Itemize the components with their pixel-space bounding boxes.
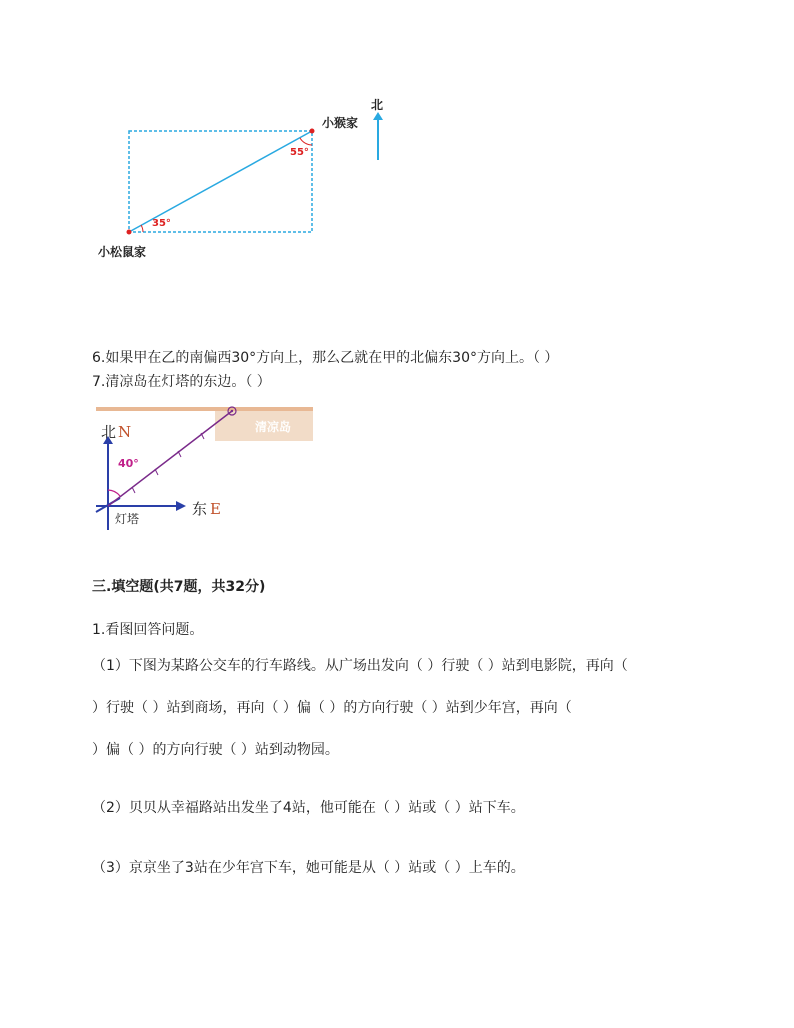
question-6: 6.如果甲在乙的南偏西30°方向上，那么乙就在甲的北偏东30°方向上。（ ）	[92, 350, 559, 366]
angle-40-label: 40°	[118, 457, 139, 470]
tick-2	[155, 469, 158, 475]
lighthouse-label: 灯塔	[115, 512, 140, 526]
east-label	[192, 498, 221, 519]
part-3: （3）京京坐了3站在少年宫下车，她可能是从（ ）站或（ ）上车的。	[92, 860, 525, 876]
section-3-title: 三.填空题(共7题，共32分)	[92, 579, 266, 595]
part-2: （2）贝贝从幸福路站出发坐了4站，他可能在（ ）站或（ ）站下车。	[92, 800, 525, 816]
east-letter: E	[210, 500, 221, 518]
north-letter: N	[118, 423, 132, 441]
squirrel-home-label: 小松鼠家	[98, 245, 147, 259]
tick-1	[132, 487, 135, 493]
angle-55-label: 55°	[290, 147, 309, 158]
island-label: 清凉岛	[255, 420, 292, 434]
east-char: 东	[192, 500, 208, 518]
island-banner	[96, 407, 313, 411]
part-1-line-2: ）行驶（ ）站到商场，再向（ ）偏（ ）的方向行驶（ ）站到少年宫，再向（	[92, 700, 572, 716]
part-1-line-3: ）偏（ ）的方向行驶（ ）站到动物园。	[92, 742, 339, 758]
island-marker-dot	[231, 410, 233, 412]
east-axis-head	[176, 501, 186, 511]
angle-arc	[108, 490, 120, 496]
monkey-home-label: 小猴家	[322, 116, 359, 130]
question-7: 7.清凉岛在灯塔的东边。（ ）	[92, 374, 271, 390]
question-3-1: 1.看图回答问题。	[92, 622, 204, 638]
north-label-2	[101, 421, 131, 442]
part-1-line-1: （1）下图为某路公交车的行车路线。从广场出发向（ ）行驶（ ）站到电影院，再向（	[92, 658, 628, 674]
angle-35-label: 35°	[152, 218, 171, 229]
north-char: 北	[101, 423, 117, 441]
north-label: 北	[371, 98, 384, 112]
